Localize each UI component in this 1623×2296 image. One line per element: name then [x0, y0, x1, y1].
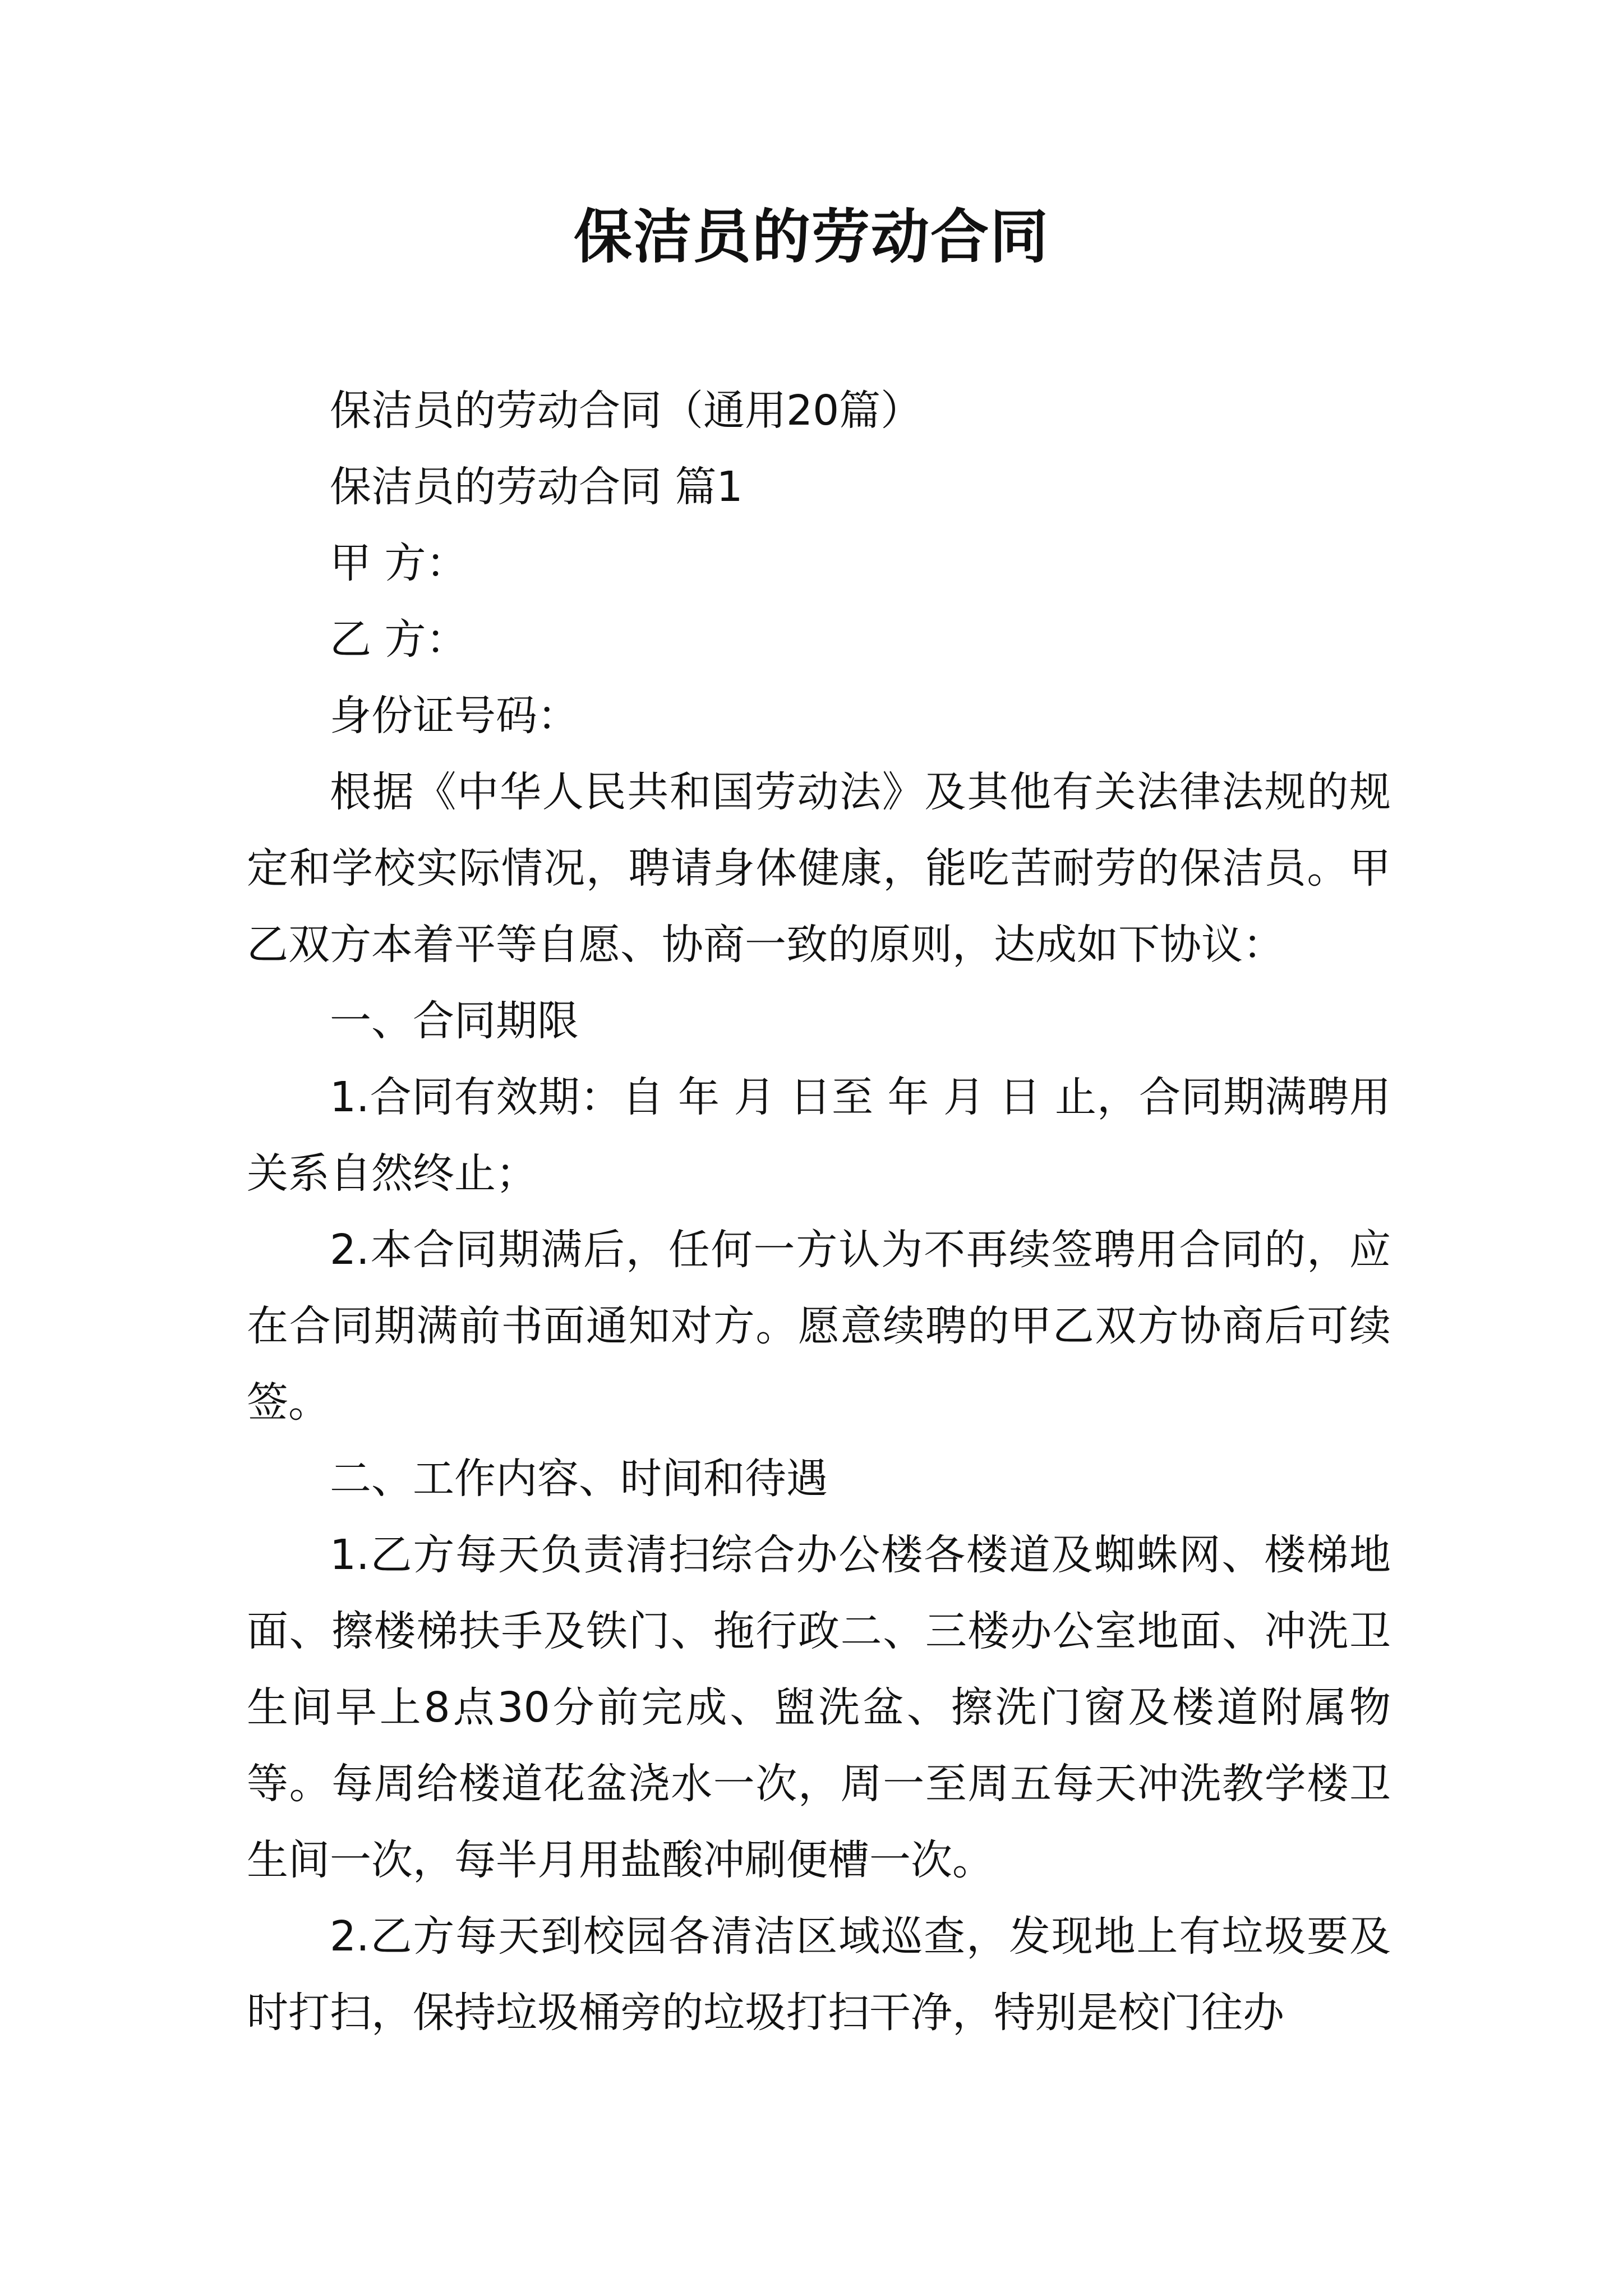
paragraph-party-a: 甲 方： [330, 539, 468, 587]
document-title: 保洁员的劳动合同 [573, 202, 1049, 271]
paragraph-work-2: 2.乙方每天到校园各清洁区域巡查，发现地上有垃圾要及时打扫，保持垃圾桶旁的垃圾打扫干净，特别是校门往办 [247, 1912, 1391, 2037]
section-heading-work-content: 二、工作内容、时间和待遇 [330, 1455, 828, 1503]
section-heading-contract-term: 一、合同期限 [330, 997, 579, 1045]
paragraph-term-2: 2.本合同期满后，任何一方认为不再续签聘用合同的，应在合同期满前书面通知对方。愿意续聘的甲乙双方协商后可续签。 [247, 1226, 1391, 1427]
paragraph-preamble: 根据《中华人民共和国劳动法》及其他有关法律法规的规定和学校实际情况，聘请身体健康，能吃苦耐劳的保洁员。甲乙双方本着平等自愿、协商一致的原则，达成如下协议： [247, 768, 1391, 969]
paragraph-heading-collection: 保洁员的劳动合同（通用20篇） [330, 386, 923, 435]
paragraph-heading-part-1: 保洁员的劳动合同 篇1 [330, 463, 743, 511]
document-body [247, 372, 1391, 2051]
paragraph-term-1: 1.合同有效期：自 年 月 日至 年 月 日 止，合同期满聘用关系自然终止； [247, 1073, 1391, 1198]
paragraph-id-number: 身份证号码： [330, 692, 579, 740]
paragraph-work-1: 1.乙方每天负责清扫综合办公楼各楼道及蜘蛛网、楼梯地面、擦楼梯扶手及铁门、拖行政二、三楼办公室地面、冲洗卫生间早上8点30分前完成、盥洗盆、擦洗门窗及楼道附属物等。每周给楼道花盆浇水一次，周一至周五每天冲洗教学楼卫生间一次，每半月用盐酸冲刷便槽一次。 [247, 1531, 1391, 1884]
paragraph-party-b: 乙 方： [330, 615, 468, 664]
